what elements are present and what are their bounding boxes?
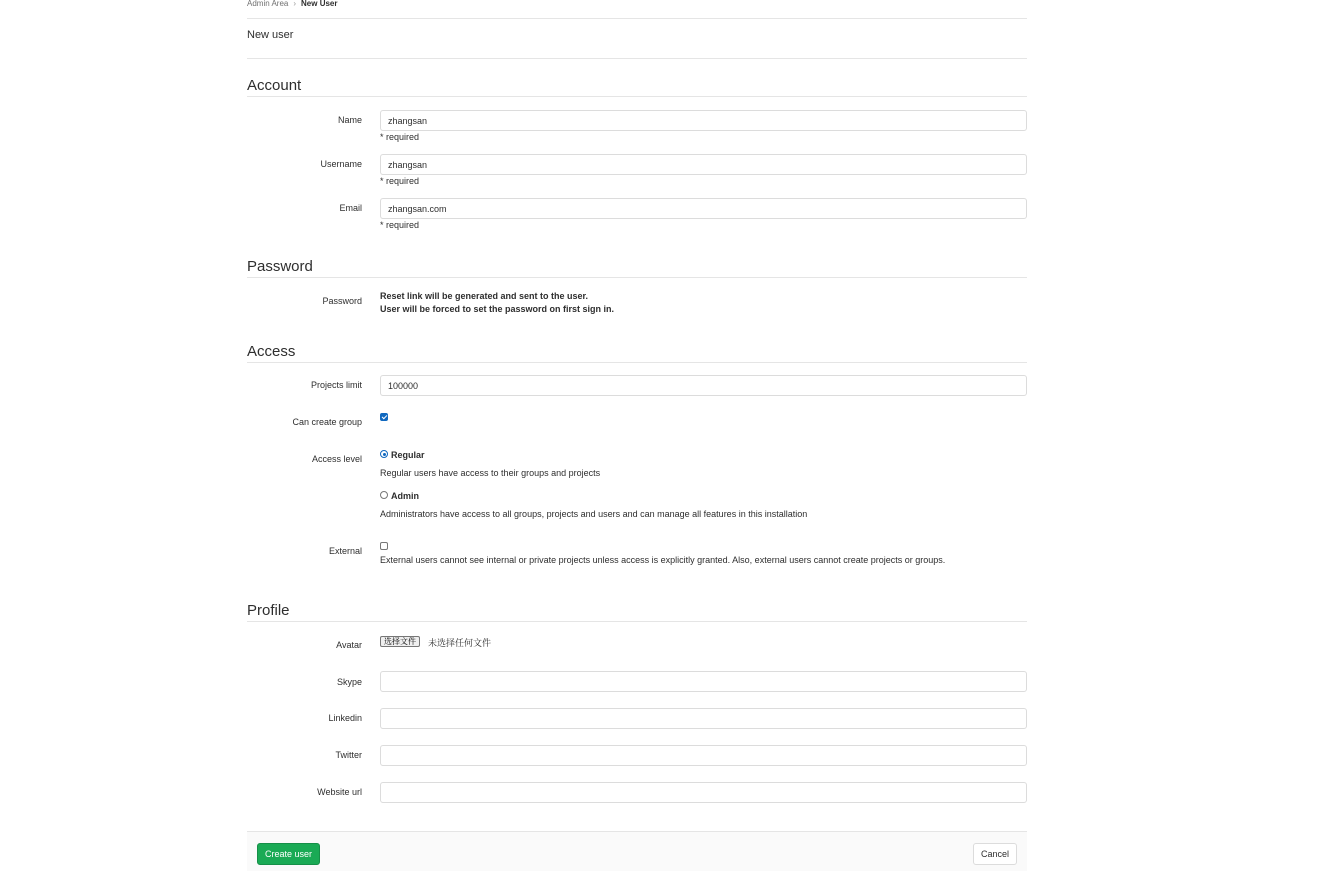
breadcrumb-current: New User — [301, 0, 338, 8]
email-input[interactable] — [380, 198, 1027, 219]
password-info — [380, 290, 614, 316]
external-description: External users cannot see internal or private projects unless access is explicitly granted. Also, external users cannot create projects or groups. — [380, 555, 946, 565]
linkedin-input[interactable] — [380, 708, 1027, 729]
email-help: * required — [380, 220, 420, 230]
external-checkbox[interactable] — [380, 542, 388, 550]
access-level-admin-description: Administrators have access to all groups, projects and users and can manage all features in this installation — [380, 509, 808, 519]
divider — [247, 58, 1027, 59]
skype-label: Skype — [336, 677, 362, 687]
access-level-label: Access level — [311, 454, 362, 464]
page-title: New user — [247, 29, 294, 41]
divider — [247, 621, 1027, 622]
section-password-heading: Password — [247, 258, 313, 275]
access-level-admin-label[interactable]: Admin — [391, 491, 419, 501]
name-label: Name — [337, 115, 362, 125]
website-url-input[interactable] — [380, 782, 1027, 803]
projects-limit-input[interactable] — [380, 375, 1027, 396]
section-account-heading: Account — [247, 77, 302, 94]
password-info-line-1: Reset link will be generated and sent to the user. — [380, 291, 589, 301]
name-help: * required — [380, 132, 420, 142]
can-create-group-label: Can create group — [292, 417, 362, 427]
divider — [247, 18, 1027, 19]
password-label: Password — [322, 296, 362, 306]
access-level-regular-label[interactable]: Regular — [391, 450, 425, 460]
breadcrumb — [247, 0, 338, 8]
username-label: Username — [320, 159, 362, 169]
create-user-button[interactable]: Create user — [257, 843, 320, 865]
twitter-input[interactable] — [380, 745, 1027, 766]
email-label: Email — [339, 203, 362, 213]
section-profile-heading: Profile — [247, 602, 290, 619]
form-actions — [247, 831, 1027, 871]
divider — [247, 277, 1027, 278]
password-info-line-2: User will be forced to set the password on first sign in. — [380, 304, 615, 314]
access-level-admin-radio[interactable] — [380, 491, 388, 499]
projects-limit-label: Projects limit — [310, 380, 362, 390]
avatar-label: Avatar — [336, 640, 362, 650]
avatar-choose-file-button[interactable]: 选择文件 — [380, 636, 420, 647]
twitter-label: Twitter — [335, 750, 362, 760]
external-label: External — [328, 546, 362, 556]
linkedin-label: Linkedin — [328, 713, 362, 723]
breadcrumb-admin-area[interactable]: Admin Area — [247, 0, 289, 8]
divider — [247, 362, 1027, 363]
divider — [247, 96, 1027, 97]
can-create-group-checkbox[interactable] — [380, 413, 388, 421]
avatar-file-status: 未选择任何文件 — [428, 638, 492, 648]
access-level-regular-description: Regular users have access to their groups and projects — [380, 468, 601, 478]
username-help: * required — [380, 176, 420, 186]
username-input[interactable] — [380, 154, 1027, 175]
skype-input[interactable] — [380, 671, 1027, 692]
section-access-heading: Access — [247, 343, 296, 360]
website-url-label: Website url — [317, 787, 362, 797]
cancel-button[interactable]: Cancel — [973, 843, 1017, 865]
name-input[interactable] — [380, 110, 1027, 131]
access-level-regular-radio[interactable] — [380, 450, 388, 458]
breadcrumb-separator: › — [293, 0, 297, 8]
